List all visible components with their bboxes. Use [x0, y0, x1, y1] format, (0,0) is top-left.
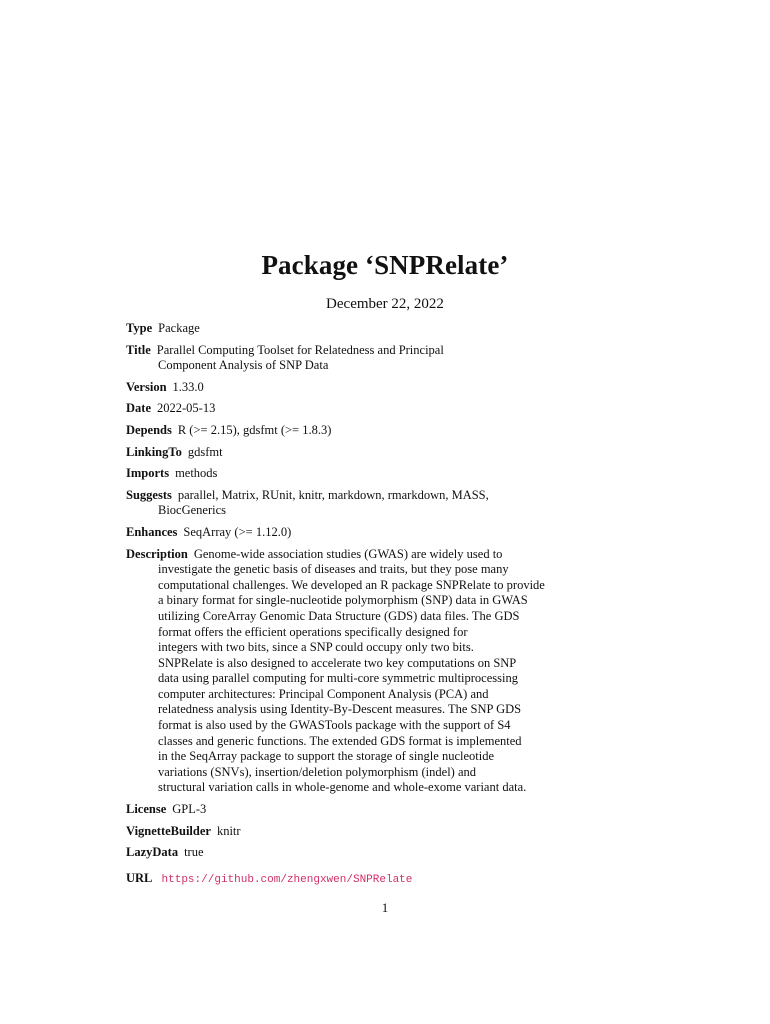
field-value: a binary format for single-nucleotide polymorphism (SNP) data in GWAS: [158, 593, 528, 608]
field-value: structural variation calls in whole-genome and whole-exome variant data.: [158, 780, 527, 795]
field-key: Description: [126, 546, 188, 561]
field-value: variations (SNVs), insertion/deletion polymorphism (indel) and: [158, 764, 477, 779]
field-key: LinkingTo: [126, 444, 182, 459]
field-value: Package: [158, 321, 200, 335]
field-value-line: [126, 625, 556, 641]
field-key: URL: [126, 870, 153, 885]
field-value-line: [126, 702, 556, 718]
field-value-line: [126, 593, 556, 609]
field-value-line: [126, 488, 556, 504]
field-value-line: [126, 466, 556, 482]
field-value: methods: [175, 466, 218, 481]
field-value-line: [126, 749, 556, 765]
field-description: [126, 547, 556, 797]
field-value: SeqArray (>= 1.12.0): [183, 524, 292, 539]
page-number: 1: [381, 900, 389, 915]
field-key: Enhances: [126, 524, 178, 539]
field-suggests: [126, 488, 556, 519]
field-value-line: [126, 671, 556, 687]
field-value-line: [126, 423, 556, 439]
field-value-line: [126, 656, 556, 672]
field-value-line: [126, 718, 556, 734]
field-type: [126, 321, 556, 337]
url-link[interactable]: https://github.com/zhengxwen/SNPRelate: [161, 873, 413, 886]
field-value: Parallel Computing Toolset for Relatedness and Principal: [156, 342, 444, 357]
field-key: VignetteBuilder: [126, 823, 211, 838]
field-value-line: [126, 380, 556, 396]
field-key: Date: [126, 401, 151, 416]
field-list: [126, 321, 556, 861]
field-license: [126, 802, 556, 818]
field-value: gdsfmt: [187, 444, 223, 459]
field-value: true: [184, 845, 204, 860]
field-value: utilizing CoreArray Genomic Data Structure (GDS) data files. The GDS: [158, 608, 520, 623]
field-value-line: [126, 562, 556, 578]
field-value-line: [126, 609, 556, 625]
field-value: R (>= 2.15), gdsfmt (>= 1.8.3): [177, 422, 332, 437]
field-enhances: [126, 525, 556, 541]
field-title: [126, 343, 556, 374]
field-value-line: [126, 765, 556, 781]
field-value-line: [126, 845, 556, 861]
field-key: Type: [126, 321, 153, 335]
field-value-line: [126, 525, 556, 541]
field-depends: [126, 423, 556, 439]
field-key: Imports: [126, 466, 170, 481]
field-value-line: [126, 780, 556, 796]
field-value-line: [126, 343, 556, 359]
field-value: 2022-05-13: [157, 401, 216, 416]
field-value: 1.33.0: [172, 379, 204, 394]
field-value: format is also used by the GWASTools package with the support of S4: [158, 718, 511, 733]
field-value-line: [126, 578, 556, 594]
field-url: [126, 871, 556, 889]
field-value-line: [126, 547, 556, 563]
field-version: [126, 380, 556, 396]
field-value: format offers the efficient operations specifically designed for: [158, 624, 468, 639]
field-key: Depends: [126, 422, 172, 437]
field-key: Version: [126, 379, 167, 394]
field-value: knitr: [216, 823, 241, 838]
field-value-line: [126, 401, 556, 417]
field-value-line: [126, 321, 556, 337]
field-date: [126, 401, 556, 417]
field-value-line: [126, 802, 556, 818]
field-linkingto: [126, 445, 556, 461]
field-value-line: [126, 734, 556, 750]
field-value: in the SeqArray package to support the storage of single nucleotide: [158, 749, 495, 764]
field-value: investigate the genetic basis of diseases and traits, but they pose many: [158, 562, 509, 577]
field-value: data using parallel computing for multi-core symmetric multiprocessing: [158, 671, 518, 686]
field-key: LazyData: [126, 845, 179, 860]
package-title: Package ‘SNPRelate’: [261, 250, 509, 280]
field-key: Title: [126, 342, 151, 357]
document-date: December 22, 2022: [326, 296, 444, 312]
field-value-line: [126, 687, 556, 703]
field-value: classes and generic functions. The extended GDS format is implemented: [158, 733, 522, 748]
field-value: relatedness analysis using Identity-By-Descent measures. The SNP GDS: [158, 702, 522, 717]
field-value: integers with two bits, since a SNP could occupy only two bits.: [158, 640, 474, 655]
field-imports: [126, 466, 556, 482]
field-value: computer architectures: Principal Component Analysis (PCA) and: [158, 686, 489, 701]
field-value: computational challenges. We developed an R package SNPRelate to provide: [158, 577, 545, 592]
field-value: parallel, Matrix, RUnit, knitr, markdown, rmarkdown, MASS,: [177, 487, 489, 502]
field-value: Component Analysis of SNP Data: [158, 358, 329, 373]
field-lazydata: [126, 845, 556, 861]
field-vignettebuilder: [126, 824, 556, 840]
field-value-line: [126, 824, 556, 840]
field-value-line: [126, 640, 556, 656]
field-value: BiocGenerics: [158, 503, 227, 518]
field-value: Genome-wide association studies (GWAS) are widely used to: [193, 546, 503, 561]
field-key: Suggests: [126, 487, 172, 502]
field-key: License: [126, 802, 167, 817]
field-value-line: [126, 445, 556, 461]
field-value-line: [126, 358, 556, 374]
field-value: GPL-3: [172, 802, 207, 817]
field-value: SNPRelate is also designed to accelerate two key computations on SNP: [158, 655, 517, 670]
field-value-line: [126, 503, 556, 519]
description-fields: [126, 321, 556, 894]
